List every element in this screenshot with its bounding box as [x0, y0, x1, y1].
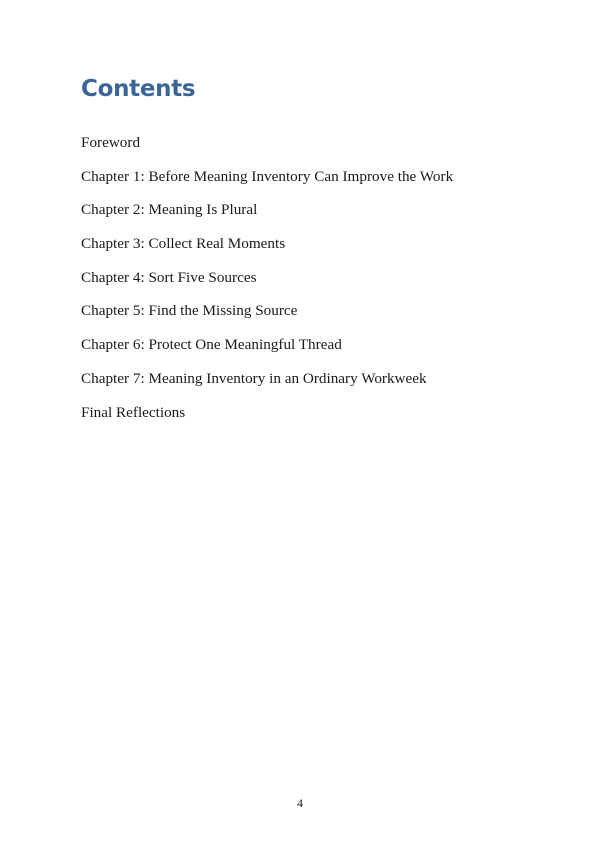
table-of-contents	[81, 133, 453, 436]
toc-entry-chapter-4: Chapter 4: Sort Five Sources	[81, 268, 257, 286]
toc-entry-chapter-5: Chapter 5: Find the Missing Source	[81, 302, 298, 320]
toc-entry-chapter-3: Chapter 3: Collect Real Moments	[81, 235, 286, 253]
toc-entry-final-reflections: Final Reflections	[81, 403, 186, 421]
toc-entry-chapter-7: Chapter 7: Meaning Inventory in an Ordinary Workweek	[81, 369, 427, 387]
toc-entry-chapter-6: Chapter 6: Protect One Meaningful Thread	[81, 336, 342, 354]
toc-entry-chapter-2: Chapter 2: Meaning Is Plural	[81, 201, 258, 219]
page-number: 4	[297, 796, 303, 810]
toc-entry-foreword: Foreword	[81, 134, 141, 151]
toc-entry-chapter-1: Chapter 1: Before Meaning Inventory Can Improve the Work	[81, 167, 454, 185]
contents-heading: Contents	[81, 76, 196, 102]
